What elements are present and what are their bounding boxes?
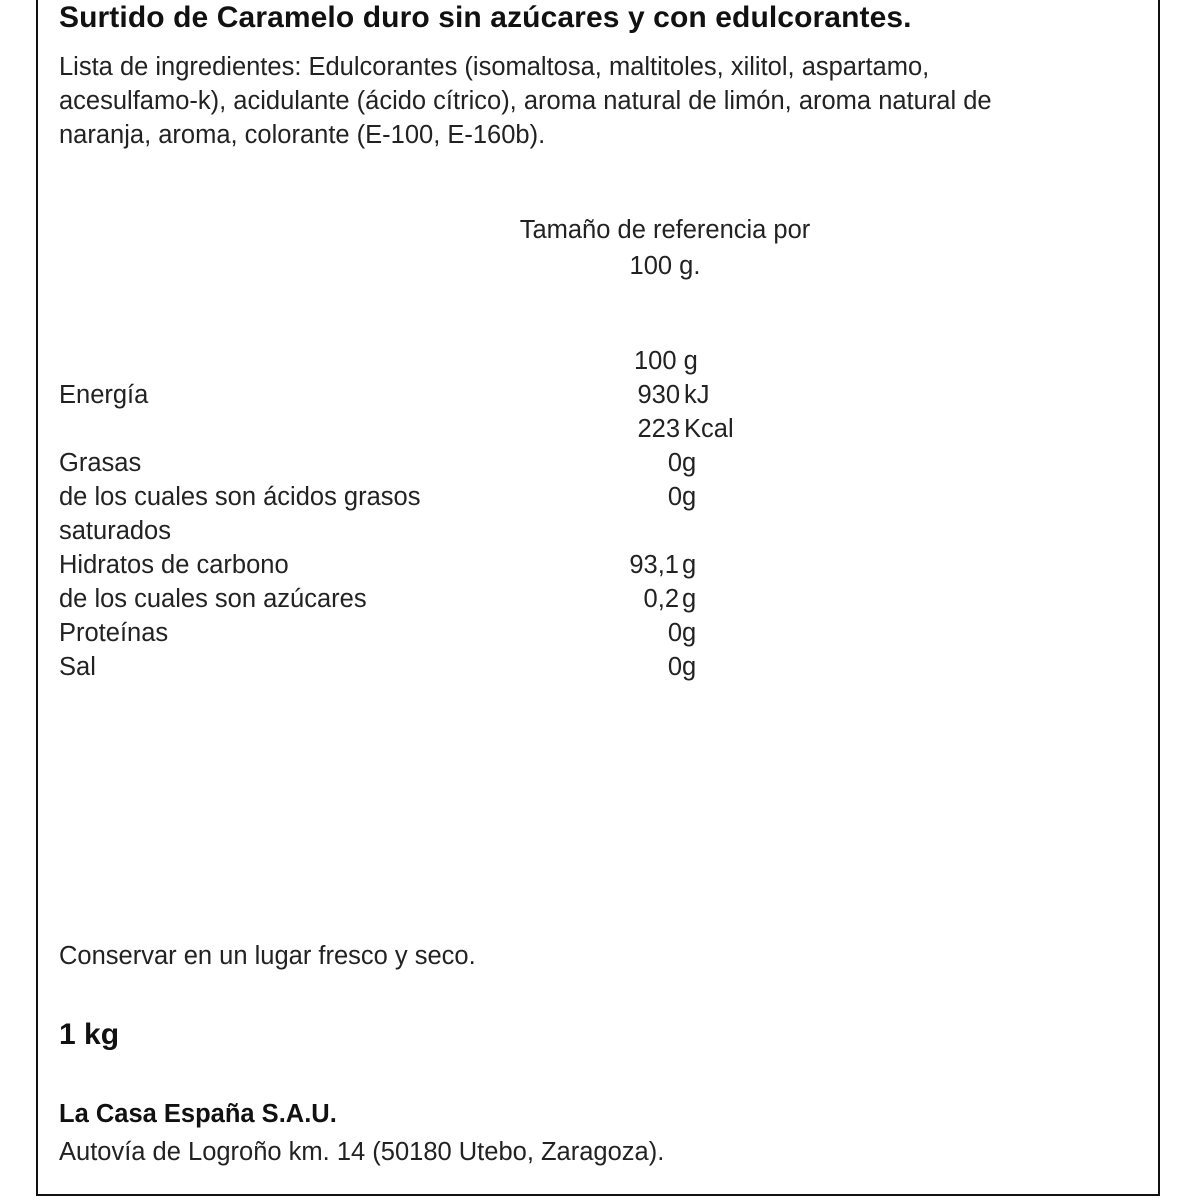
reference-size-line: Tamaño de referencia por	[519, 216, 811, 244]
company-name: La Casa España S.A.U.	[59, 1100, 337, 1128]
nutrition-label-carbohydrates: Hidratos de carbono	[59, 551, 289, 579]
nutrition-unit: g	[682, 449, 697, 477]
nutrition-number: 0	[667, 619, 682, 647]
nutrition-unit: g	[682, 619, 697, 647]
nutrition-unit: kJ	[684, 381, 710, 409]
net-weight: 1 kg	[59, 1018, 120, 1051]
nutrition-unit: g	[682, 483, 697, 511]
nutrition-column-header: 100 g	[634, 347, 698, 375]
reference-size-line: 100 g.	[629, 252, 701, 280]
reference-size	[460, 212, 870, 284]
nutrition-unit: Kcal	[684, 415, 734, 443]
nutrition-number: 223	[637, 415, 680, 443]
nutrition-label-saturated-cont: saturados	[59, 517, 171, 545]
product-title: Surtido de Caramelo duro sin azúcares y con edulcorantes.	[59, 1, 912, 34]
ingredients-list	[59, 50, 1139, 152]
nutrition-label-saturated-fat: de los cuales son ácidos grasos	[59, 483, 421, 511]
nutrition-label-energy: Energía	[59, 381, 149, 409]
nutrition-label-protein: Proteínas	[59, 619, 169, 647]
nutrition-number: 0	[667, 653, 682, 681]
nutrition-label-sugars: de los cuales son azúcares	[59, 585, 367, 613]
nutrition-number: 0,2	[643, 585, 679, 613]
nutrition-number: 0	[667, 449, 682, 477]
nutrition-number: 0	[667, 483, 682, 511]
nutrition-unit: g	[682, 653, 697, 681]
nutrition-unit: g	[682, 585, 697, 613]
nutrition-unit: g	[682, 551, 697, 579]
ingredients-line: naranja, aroma, colorante (E-100, E-160b).	[59, 121, 546, 149]
nutrition-number: 93,1	[629, 551, 679, 579]
ingredients-line: acesulfamo-k), acidulante (ácido cítrico), aroma natural de limón, aroma natural de	[59, 87, 992, 115]
storage-instructions: Conservar en un lugar fresco y seco.	[59, 942, 476, 970]
nutrition-label-salt: Sal	[59, 653, 96, 681]
nutrition-label-fat: Grasas	[59, 449, 142, 477]
ingredients-line: Lista de ingredientes: Edulcorantes (isomaltosa, maltitoles, xilitol, aspartamo,	[59, 53, 930, 81]
nutrition-number: 930	[637, 381, 680, 409]
company-address: Autovía de Logroño km. 14 (50180 Utebo, Zaragoza).	[59, 1138, 665, 1166]
